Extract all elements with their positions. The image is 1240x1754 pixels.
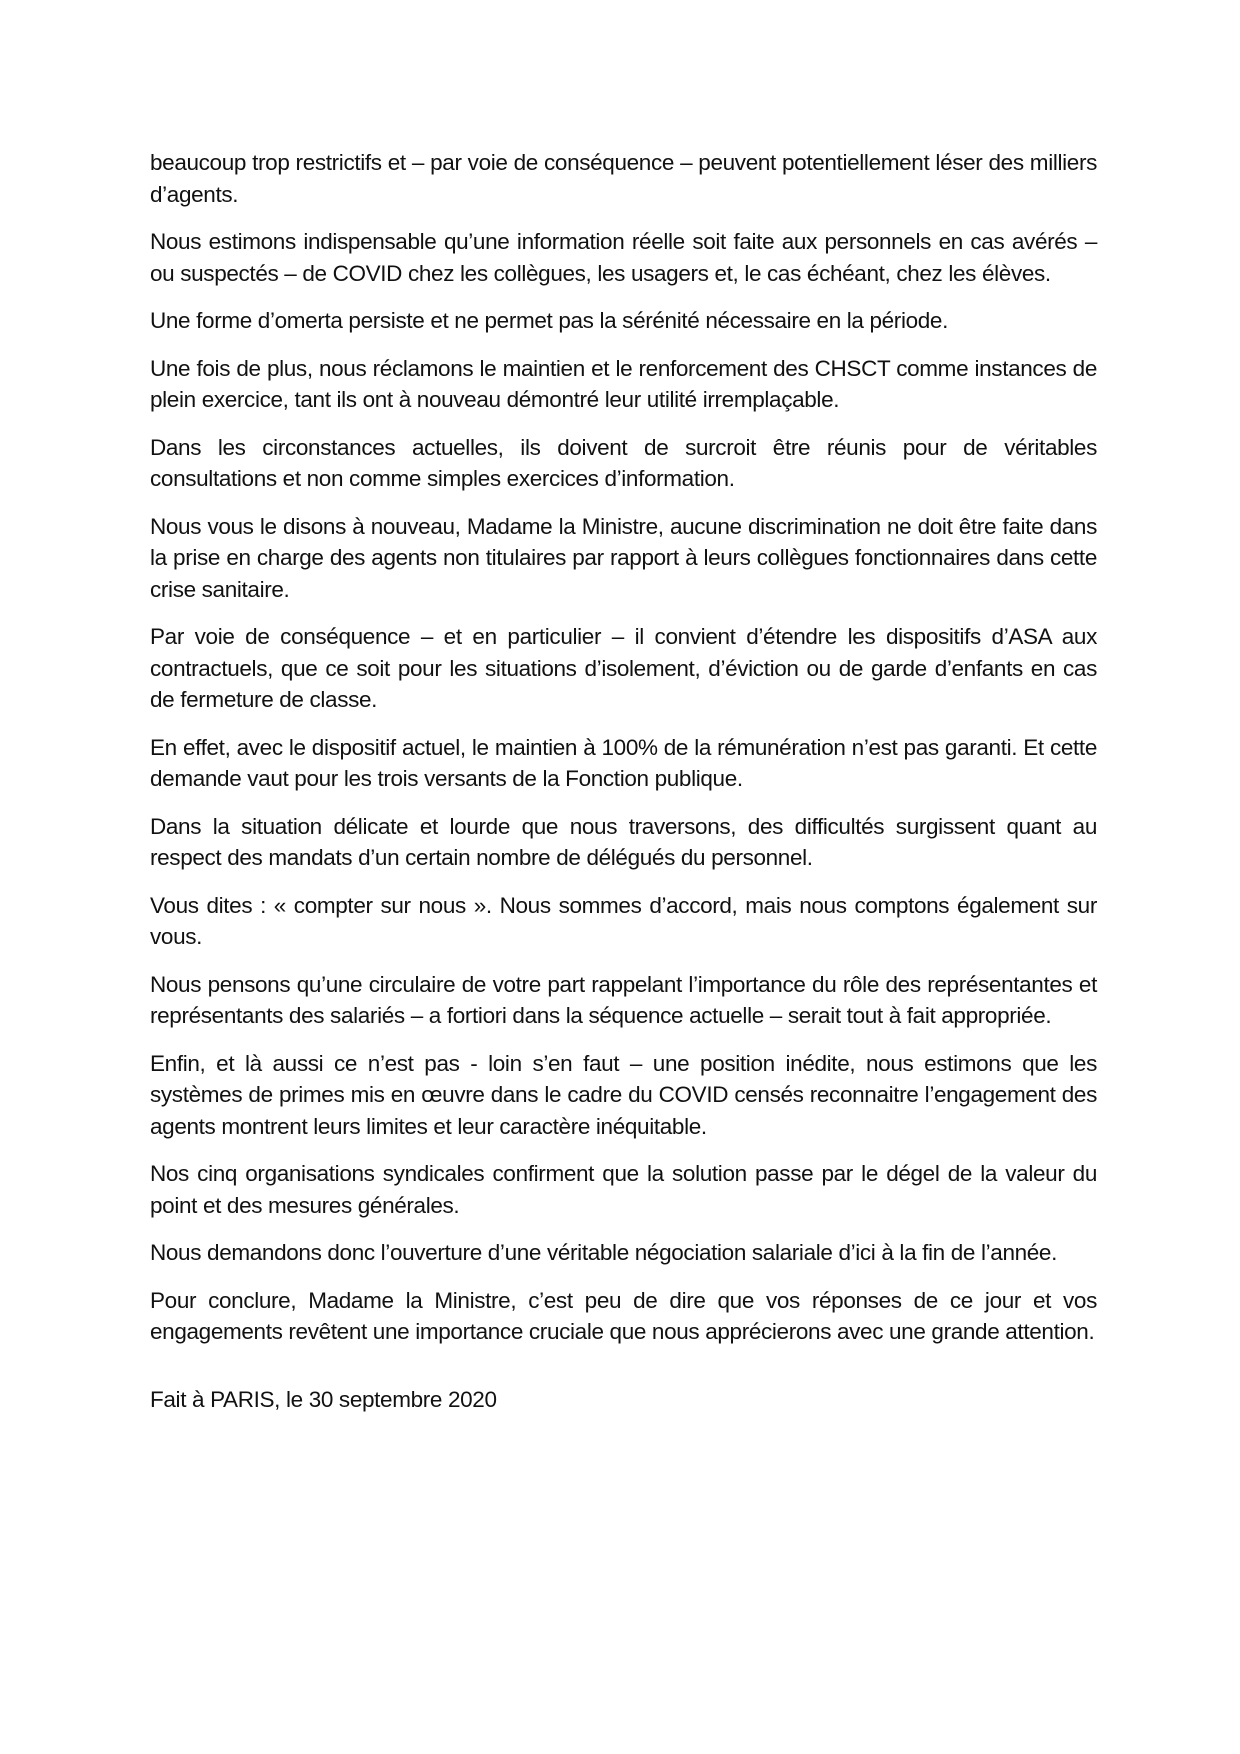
paragraph: beaucoup trop restrictifs et – par voie de conséquence – peuvent potentiellement léser des milliers d’agents. — [150, 150, 1097, 207]
paragraph: Pour conclure, Madame la Ministre, c’est peu de dire que vos réponses de ce jour et vos engagements revêtent une importance cruciale que nous apprécierons avec une grande attention. — [150, 1287, 1097, 1344]
document-page — [150, 147, 1097, 1431]
paragraph: En effet, avec le dispositif actuel, le maintien à 100% de la rémunération n’est pas garanti. Et cette demande vaut pour les trois versants de la Fonction publique. — [150, 734, 1097, 791]
paragraph: Dans les circonstances actuelles, ils doivent de surcroit être réunis pour de véritables consultations et non comme simples exercices d’information. — [150, 434, 1097, 491]
closing-date-line: Fait à PARIS, le 30 septembre 2020 — [150, 1386, 497, 1412]
paragraph: Nous vous le disons à nouveau, Madame la Ministre, aucune discrimination ne doit être faite dans la prise en charge des agents non titulaires par rapport à leurs collègues fonctionnaires dans cette crise sanitaire. — [150, 513, 1097, 602]
paragraph: Enfin, et là aussi ce n’est pas - loin s’en faut – une position inédite, nous estimons que les systèmes de primes mis en œuvre dans le cadre du COVID censés reconnaitre l’engagement des agents montrent leurs limites et leur caractère inéquitable. — [150, 1050, 1097, 1139]
paragraph: Nos cinq organisations syndicales confirment que la solution passe par le dégel de la valeur du point et des mesures générales. — [150, 1161, 1097, 1218]
paragraph: Une forme d’omerta persiste et ne permet pas la sérénité nécessaire en la période. — [150, 308, 948, 333]
paragraph: Par voie de conséquence – et en particulier – il convient d’étendre les dispositifs d’ASA aux contractuels, que ce soit pour les situations d’isolement, d’éviction ou de garde d’enfants en cas de fermeture de classe. — [150, 624, 1097, 712]
paragraph: Nous pensons qu’une circulaire de votre part rappelant l’importance du rôle des représentantes et représentants des salariés – a fortiori dans la séquence actuelle – serait tout à fait appropriée. — [150, 971, 1097, 1028]
paragraph: Nous estimons indispensable qu’une information réelle soit faite aux personnels en cas avérés – ou suspectés – de COVID chez les collègues, les usagers et, le cas échéant, chez les élèves. — [150, 229, 1097, 286]
paragraph: Nous demandons donc l’ouverture d’une véritable négociation salariale d’ici à la fin de l’année. — [150, 1240, 1057, 1265]
paragraph: Une fois de plus, nous réclamons le maintien et le renforcement des CHSCT comme instances de plein exercice, tant ils ont à nouveau démontré leur utilité irremplaçable. — [150, 355, 1097, 412]
paragraph: Dans la situation délicate et lourde que nous traversons, des difficultés surgissent quant au respect des mandats d’un certain nombre de délégués du personnel. — [150, 813, 1097, 870]
paragraph: Vous dites : « compter sur nous ». Nous sommes d’accord, mais nous comptons également sur vous. — [150, 892, 1097, 949]
